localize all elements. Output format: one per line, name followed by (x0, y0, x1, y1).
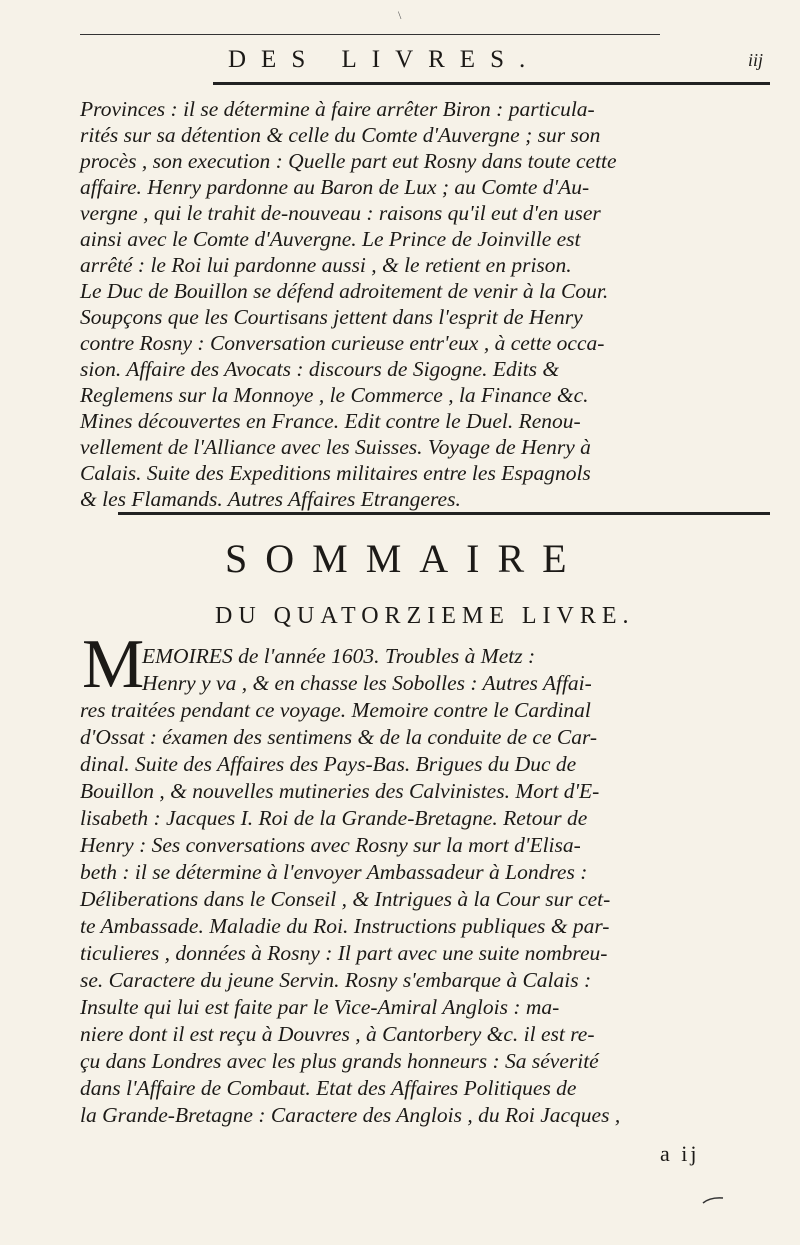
running-head: DES LIVRES. (228, 46, 541, 73)
sommaire-title: SOMMAIRE (225, 536, 585, 581)
text-line: vergne , qui le trahit de-nouveau : raisons qu'il eut d'en user (80, 201, 601, 225)
text-line: Mines découvertes en France. Edit contre le Duel. Renou- (80, 409, 581, 433)
ink-stroke-mark (702, 1196, 724, 1204)
text-line: Bouillon , & nouvelles mutineries des Calvinistes. Mort d'E- (80, 779, 600, 803)
text-line: çu dans Londres avec les plus grands honneurs : Sa séverité (80, 1049, 599, 1073)
header-rule (213, 82, 770, 85)
drop-cap-initial: M (82, 626, 145, 703)
text-line: rités sur sa détention & celle du Comte d'Auvergne ; sur son (80, 123, 601, 147)
top-tick-mark: \ (398, 8, 402, 22)
text-line: contre Rosny : Conversation curieuse entr'eux , à cette occa- (80, 331, 605, 355)
folio-number: iij (748, 50, 764, 70)
text-line: dans l'Affaire de Combaut. Etat des Affaires Politiques de (80, 1076, 577, 1100)
text-line: affaire. Henry pardonne au Baron de Lux ; au Comte d'Au- (80, 175, 590, 199)
text-line: & les Flamands. Autres Affaires Etrangeres. (80, 487, 461, 511)
sommaire-subtitle: DU QUATORZIEME LIVRE. (215, 603, 635, 629)
text-line: Provinces : il se détermine à faire arrêter Biron : particula- (80, 97, 595, 121)
text-line: Henry y va , & en chasse les Sobolles : Autres Affai- (142, 671, 592, 695)
text-line: ainsi avec le Comte d'Auvergne. Le Prince de Joinville est (80, 227, 581, 251)
text-line: sion. Affaire des Avocats : discours de Sigogne. Edits & (80, 357, 560, 381)
text-line: EMOIRES de l'année 1603. Troubles à Metz : (142, 644, 536, 668)
text-line: se. Caractere du jeune Servin. Rosny s'embarque à Calais : (80, 968, 592, 992)
text-line: beth : il se détermine à l'envoyer Ambassadeur à Londres : (80, 860, 588, 884)
text-line: niere dont il est reçu à Douvres , à Cantorbery &c. il est re- (80, 1022, 595, 1046)
text-line: dinal. Suite des Affaires des Pays-Bas. Brigues du Duc de (80, 752, 577, 776)
text-line: Calais. Suite des Expeditions militaires entre les Espagnols (80, 461, 591, 485)
text-line: Henry : Ses conversations avec Rosny sur la mort d'Elisa- (80, 833, 581, 857)
text-line: la Grande-Bretagne : Caractere des Anglois , du Roi Jacques , (80, 1103, 621, 1127)
text-line: lisabeth : Jacques I. Roi de la Grande-Bretagne. Retour de (80, 806, 588, 830)
text-line: Le Duc de Bouillon se défend adroitement de venir à la Cour. (80, 279, 609, 303)
text-line: Déliberations dans le Conseil , & Intrigues à la Cour sur cet- (80, 887, 611, 911)
text-line: procès , son execution : Quelle part eut Rosny dans toute cette (80, 149, 617, 173)
text-line: ticulieres , données à Rosny : Il part avec une suite nombreu- (80, 941, 608, 965)
text-line: d'Ossat : éxamen des sentimens & de la conduite de ce Car- (80, 725, 598, 749)
top-thin-rule (80, 34, 660, 35)
text-line: Reglemens sur la Monnoye , le Commerce , la Finance &c. (80, 383, 589, 407)
text-line: Insulte qui lui est faite par le Vice-Amiral Anglois : ma- (80, 995, 560, 1019)
text-line: res traitées pendant ce voyage. Memoire contre le Cardinal (80, 698, 591, 722)
section-separator-rule (118, 512, 770, 515)
text-line: te Ambassade. Maladie du Roi. Instructions publiques & par- (80, 914, 610, 938)
text-line: Soupçons que les Courtisans jettent dans l'esprit de Henry (80, 305, 583, 329)
signature-mark: a ij (660, 1141, 700, 1166)
text-line: arrêté : le Roi lui pardonne aussi , & le retient en prison. (80, 253, 572, 277)
text-line: vellement de l'Alliance avec les Suisses. Voyage de Henry à (80, 435, 591, 459)
